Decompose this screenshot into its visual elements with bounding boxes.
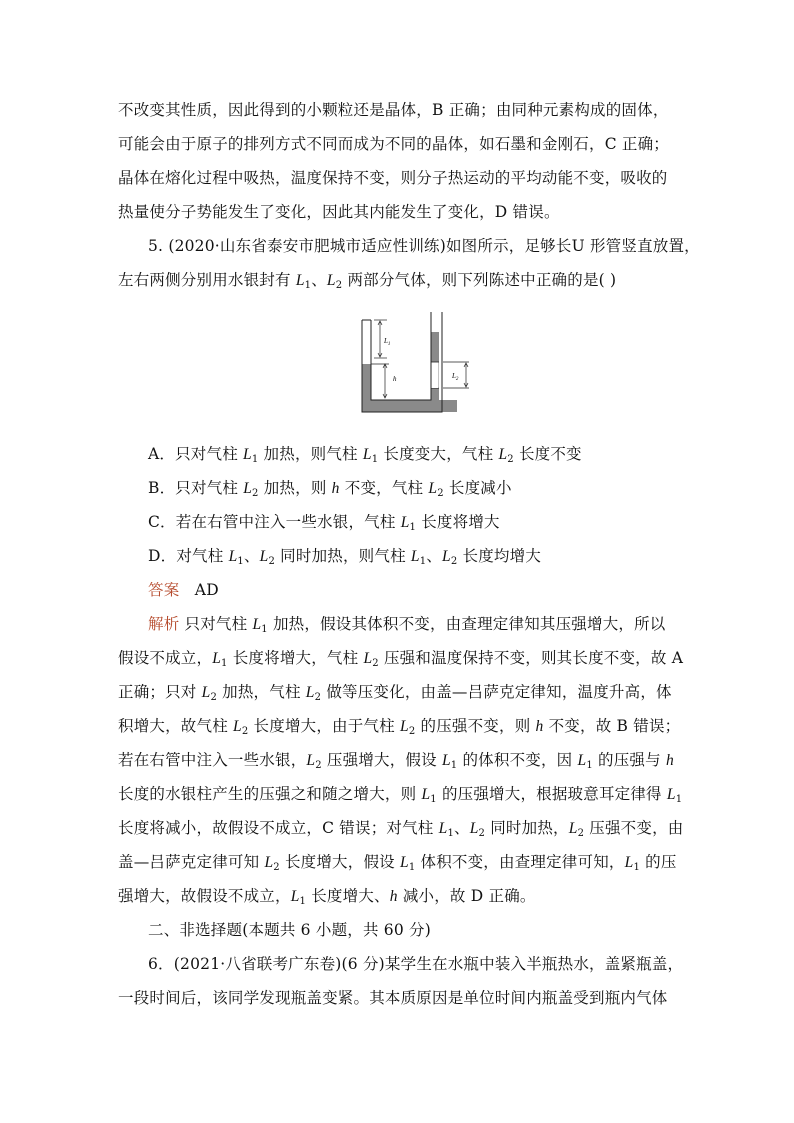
analysis-line: 解析 只对气柱 $L_1$ 加热，假设其体积不变，由查理定律知其压强增大，所以 <box>148 615 666 635</box>
question-5-stem-2: 左右两侧分别用水银封有 $L_1$、$L_2$ 两部分气体，则下列陈述中正确的是( ) <box>118 271 617 291</box>
question-5-stem: 5. (2020·山东省泰安市肥城市适应性训练)如图所示，足够长U 形管竖直放置， <box>148 237 700 255</box>
analysis-line: 假设不成立，$L_1$ 长度将增大，气柱 $L_2$ 压强和温度保持不变，则其长度不变，故 A <box>118 649 684 669</box>
analysis-line: 积增大，故气柱 $L_2$ 长度增大，由于气柱 $L_2$ 的压强不变，则 h 不变，故 B 错误； <box>118 717 681 737</box>
option-b: B．只对气柱 $L_2$ 加热，则 h 不变，气柱 $L_2$ 长度减小 <box>148 479 512 499</box>
analysis-line: 长度的水银柱产生的压强之和随之增大，则 $L_1$ 的压强增大，根据玻意耳定律得 $L_1$ <box>118 785 683 805</box>
section-heading: 二、非选择题(本题共 6 小题，共 60 分) <box>148 921 431 939</box>
question-6-stem-2: 一段时间后，该同学发现瓶盖变紧。其本质原因是单位时间内瓶盖受到瓶内气体 <box>118 989 668 1007</box>
text-line: 热量使分子势能发生了变化，因此其内能发生了变化，D 错误。 <box>118 203 560 221</box>
answer-line <box>148 580 708 600</box>
answer-value: AD <box>194 581 219 599</box>
label-l2: $L_2$ <box>452 372 459 382</box>
analysis-label: 解析 <box>148 615 180 633</box>
question-6-stem: 6．(2021·八省联考广东卷)(6 分)某学生在水瓶中装入半瓶热水，盖紧瓶盖， <box>148 955 684 973</box>
option-a: A．只对气柱 $L_1$ 加热，则气柱 $L_1$ 长度变大，气柱 $L_2$ 长度不变 <box>148 445 582 465</box>
text-line: 不改变其性质，因此得到的小颗粒还是晶体，B 正确；由同种元素构成的固体， <box>118 101 669 119</box>
option-d: D．对气柱 $L_1$、$L_2$ 同时加热，则气柱 $L_1$、$L_2$ 长度均增大 <box>148 547 542 567</box>
analysis-line: 长度将减小，故假设不成立，C 错误；对气柱 $L_1$、$L_2$ 同时加热，$L_2$ 压强不变，由 <box>118 819 684 839</box>
analysis-line: 正确；只对 $L_2$ 加热，气柱 $L_2$ 做等压变化，由盖—吕萨克定律知，温度升高，体 <box>118 683 672 703</box>
text-line: 可能会由于原子的排列方式不同而成为不同的晶体，如石墨和金刚石，C 正确； <box>118 135 669 153</box>
analysis-line: 若在右管中注入一些水银，$L_2$ 压强增大，假设 $L_1$ 的体积不变，因 $L_1$ 的压强与 h <box>118 751 674 771</box>
text-line: 晶体在熔化过程中吸热，温度保持不变，则分子热运动的平均动能不变，吸收的 <box>118 169 668 187</box>
u-tube-figure <box>345 312 475 424</box>
label-h: h <box>393 375 397 383</box>
analysis-line: 强增大，故假设不成立，$L_1$ 长度增大、h 减小，故 D 正确。 <box>118 887 536 907</box>
label-l1: $L_1$ <box>384 337 391 347</box>
answer-label: 答案 <box>148 581 180 599</box>
option-c: C．若在右管中注入一些水银，气柱 $L_1$ 长度将增大 <box>148 513 500 533</box>
analysis-line: 盖—吕萨克定律可知 $L_2$ 长度增大，假设 $L_1$ 体积不变，由查理定律可知，$L_1$ 的压 <box>118 853 677 873</box>
bottom-mercury <box>362 400 457 412</box>
